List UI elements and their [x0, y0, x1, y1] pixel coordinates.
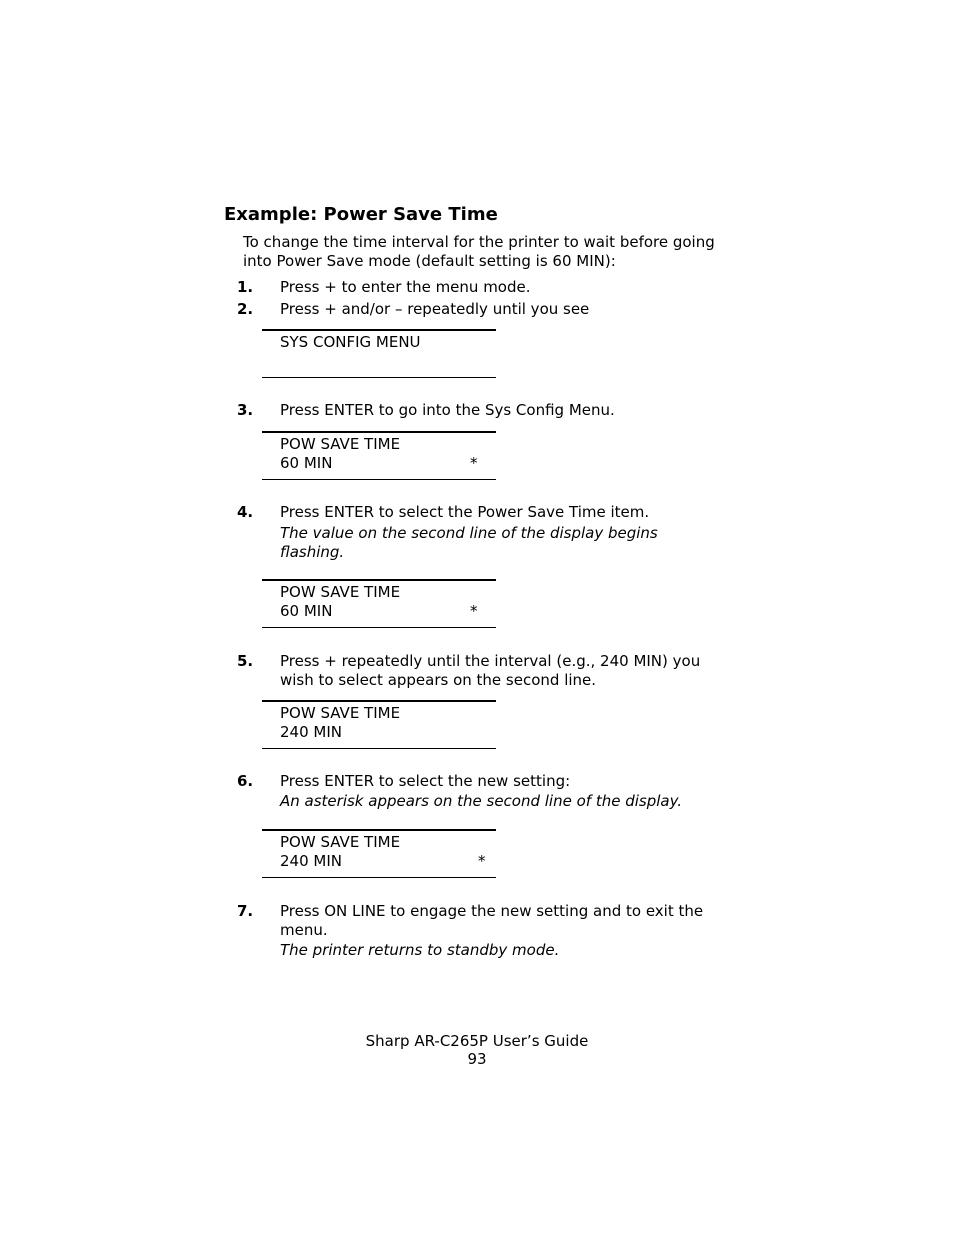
step-text: Press ENTER to go into the Sys Config Menu.: [280, 401, 615, 419]
lcd-line-2: 240 MIN: [280, 723, 342, 741]
step-number: 4.: [237, 503, 254, 521]
step-number: 1.: [237, 278, 254, 296]
step-number: 5.: [237, 652, 254, 670]
lcd-asterisk: *: [470, 454, 478, 472]
step-number: 3.: [237, 401, 254, 419]
lcd-line-1: POW SAVE TIME: [280, 833, 401, 851]
step-text: Press + repeatedly until the interval (e.g., 240 MIN) you wish to select appears on the second line.: [280, 652, 701, 689]
step-note: The value on the second line of the display begins flashing.: [280, 524, 658, 561]
step-note: An asterisk appears on the second line of the display.: [280, 792, 683, 810]
lcd-line-2: 60 MIN: [280, 454, 333, 472]
lcd-asterisk: *: [470, 602, 478, 620]
footer-guide-title: Sharp AR-C265P User’s Guide: [365, 1032, 589, 1050]
lcd-line-2: 240 MIN: [280, 852, 342, 870]
lcd-display: [262, 700, 496, 749]
lcd-line-1: SYS CONFIG MENU: [280, 333, 421, 351]
intro-paragraph: To change the time interval for the printer to wait before going into Power Save mode (default setting is 60 MIN):: [243, 233, 715, 270]
lcd-display: [262, 579, 496, 628]
lcd-display: [262, 431, 496, 480]
step-note: The printer returns to standby mode.: [280, 941, 560, 959]
lcd-asterisk: *: [478, 852, 486, 870]
lcd-line-1: POW SAVE TIME: [280, 435, 401, 453]
step-number: 6.: [237, 772, 254, 790]
step-number: 7.: [237, 902, 254, 920]
step-text: Press ON LINE to engage the new setting and to exit the menu.: [280, 902, 704, 939]
step-text: Press + to enter the menu mode.: [280, 278, 531, 296]
lcd-line-1: POW SAVE TIME: [280, 704, 401, 722]
lcd-line-1: POW SAVE TIME: [280, 583, 401, 601]
section-title: Example: Power Save Time: [224, 204, 498, 225]
step-text: Press ENTER to select the new setting:: [280, 772, 571, 790]
step-text: Press ENTER to select the Power Save Time item.: [280, 503, 650, 521]
lcd-display: [262, 329, 496, 378]
step-number: 2.: [237, 300, 254, 318]
lcd-display: [262, 829, 496, 878]
lcd-line-2: 60 MIN: [280, 602, 333, 620]
page-number: 93: [467, 1050, 487, 1068]
step-text: Press + and/or – repeatedly until you see: [280, 300, 590, 318]
